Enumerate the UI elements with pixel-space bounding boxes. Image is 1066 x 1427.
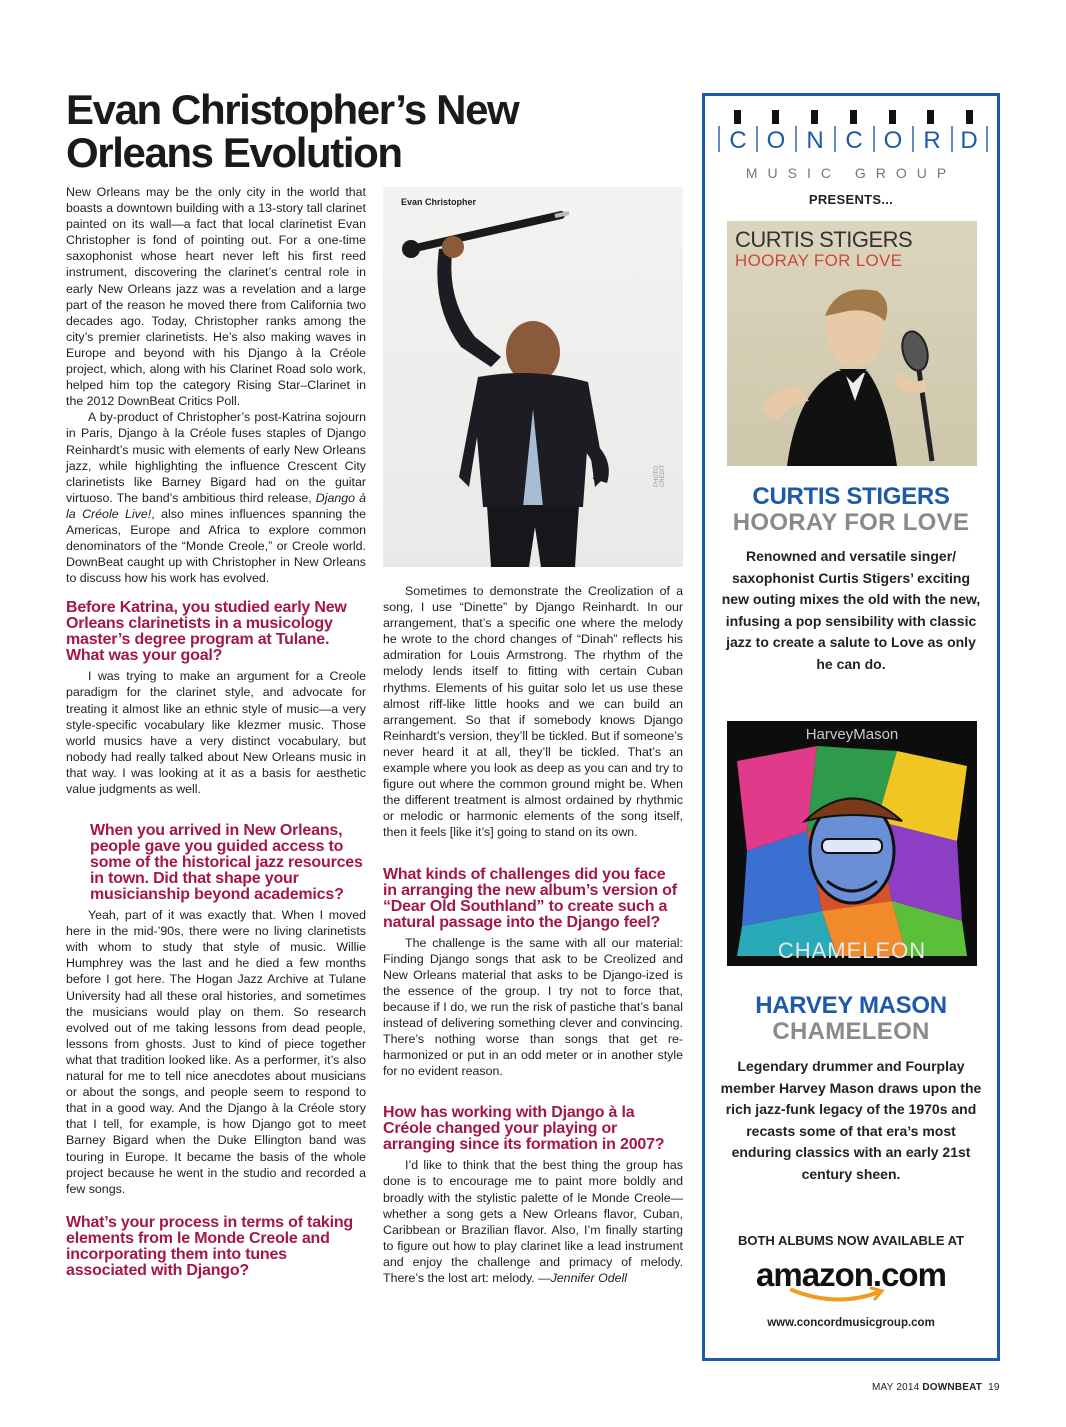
- album-title-italic: Django à la Créole Live!: [66, 490, 366, 521]
- logo-letter: R: [923, 127, 941, 154]
- logo-letter: O: [766, 127, 786, 154]
- answer-4: The challenge is the same with all our material: Finding Django songs that ask to be Creolized and New Orleans material that asks to be Django-ized is the essence of the group. I try not to force that, because if I do, we run the risk of pastiche that’s banal instead of delivering something clever and convincing. There’s nothing worse than songs that get re-harmonized or put in an odd meter or in another style for no evident reason.: [383, 935, 683, 1079]
- concord-url-link[interactable]: www.concordmusicgroup.com: [767, 1317, 935, 1329]
- question-3: What’s your process in terms of taking elements from le Monde Creole and incorporating them into tunes associated with Django?: [66, 1213, 353, 1279]
- singer-illustration: [727, 221, 977, 466]
- question-2: When you arrived in New Orleans, people gave you guided access to some of the historical jazz resources in town. Did that shape your musicianship beyond academics?: [90, 822, 363, 904]
- album-cover-harvey-mason: [727, 721, 977, 966]
- logo-letter: O: [883, 127, 903, 154]
- album1-description: Renowned and versatile singer/ saxophonist Curtis Stigers’ exciting new outing mixes the old with the new, infusing a pop sensibility with classic jazz to create a salute to Love as only he can do.: [721, 548, 981, 672]
- concord-advertisement: [702, 93, 1000, 1361]
- album2-description: Legendary drummer and Fourplay member Harvey Mason draws upon the rich jazz-funk legacy of the 1970s and recasts some of that era’s most enduring classics with an early 21st century sheen.: [720, 1058, 982, 1182]
- title-line-2: Orleans Evolution: [66, 129, 402, 176]
- cover-artist: CURTIS STIGERS: [735, 227, 913, 252]
- question-1: Before Katrina, you studied early New Orleans clarinetists in a musicology master’s degree program at Tulane. What was your goal?: [66, 599, 347, 665]
- logo-letter: C: [845, 127, 863, 154]
- logo-subtitle: MUSIC GROUP: [745, 165, 957, 181]
- question-4: What kinds of challenges did you face in arranging the new album’s version of “Dear Old Southland” to create such a natural passage into the Django feel?: [383, 865, 677, 931]
- page-footer: [872, 1382, 1000, 1393]
- album-cover-curtis-stigers: [727, 221, 977, 466]
- album1-artist: CURTIS STIGERS: [752, 483, 950, 510]
- answer-1: I was trying to make an argument for a Creole paradigm for the clarinet style, and advocate for treating it almost like an ethnic style of music—a very style-specific vocabulary like klezmer music. Those world musics have a very distinct vocabulary, but nobody had really talked about New Orleans music in that way. I was looking at it as a basis for aesthetic value judgments as well.: [66, 669, 366, 796]
- article-column-1: [66, 184, 366, 1283]
- intro-paragraph-2: A by-product of Christopher’s post-Katrina sojourn in Paris, Django à la Créole fuses staples of Django Reinhardt’s music with elements of early New Orleans jazz, while highlighting the influence Crescent City clarinetists like Barney Bigard had on the guitar virtuoso. The band’s ambitious third release, Django à la Créole Live!, also mines influences spanning the Americas, Europe and Africa to explore common denominators of the “Monde Creole,” or Creole world. DownBeat caught up with Christopher in New Orleans to discuss how his work has evolved.: [66, 410, 366, 586]
- logo-letter: C: [729, 127, 747, 154]
- photo-caption: Evan Christopher: [401, 197, 477, 207]
- album1-title: HOORAY FOR LOVE: [732, 509, 970, 536]
- title-line-1: Evan Christopher’s New: [66, 86, 519, 133]
- clarinetist-illustration: [383, 187, 683, 567]
- cover-title: HOORAY FOR LOVE: [735, 251, 903, 270]
- album2-title: CHAMELEON: [772, 1018, 930, 1045]
- footer-date: MAY 2014: [872, 1382, 920, 1393]
- amazon-logo[interactable]: amazon.com: [756, 1256, 946, 1293]
- cover-title: CHAMELEON: [777, 938, 927, 963]
- presents-label: PRESENTS...: [808, 192, 894, 207]
- cover-artist: HarveyMason: [805, 726, 899, 743]
- intro-paragraph-1: New Orleans may be the only city in the world that boasts a downtown building with a 13-story tall clarinet painted on its wall—a fact that local clarinetist Evan Christopher is fond of pointing out. For a one-time saxophonist whose heart never left his first reed instrument, discovering the clarinet’s central role in early New Orleans jazz was a revelation and a large part of the reason he moved there from California two decades ago. Today, Christopher ranks among the city’s premier clarinetists. He’s also making waves in Europe and beyond with his Django à la Créole project, which, along with his Clarinet Road solo work, helped him top the category Rising Star–Clarinet in the 2012 DownBeat Critics Poll.: [66, 185, 366, 409]
- photo-credit: PHOTO CREDIT: [654, 464, 666, 487]
- concord-logo: [705, 106, 997, 196]
- question-5: How has working with Django à la Créole changed your playing or arranging since its formation in 2007?: [383, 1104, 665, 1154]
- answer-5: I’d like to think that the best thing the group has done is to encourage me to paint more boldly and broadly with the stylistic palette of le Monde Creole—whether a song gets a New Orleans flavor, Cuban, Caribbean or Brazilian flavor. Also, I’m finally starting to figure out how to play clarinet like a lead instrument and enjoy the challenge and primacy of melody. There’s the lost art: melody. —Jennifer Odell: [383, 1158, 683, 1285]
- article-title: [66, 88, 666, 174]
- byline: —Jennifer Odell: [538, 1271, 628, 1285]
- chameleon-art: [727, 721, 977, 966]
- page-number: 19: [988, 1382, 1000, 1393]
- article-photo: [383, 187, 683, 567]
- album2-artist: HARVEY MASON: [755, 992, 947, 1019]
- footer-magazine: DOWNBEAT: [922, 1382, 983, 1393]
- article-column-2: [383, 583, 683, 1286]
- logo-letter: D: [960, 127, 978, 154]
- answer-3: Sometimes to demonstrate the Creolization of a song, I use “Dinette” by Django Reinhardt. In our arrangement, that’s a specific one where the melody he wrote to the chord changes of “Dinah” reflects his admiration for Louis Armstrong. The rhythm of the melody lends itself to fitting with certain Cuban rhythms. Elements of his guitar solo let us use these almost riff-like little hooks and we can build an arrangement. So that if somebody knows Django Reinhardt’s version, they’ll be tickled. But if someone’s never heard it at all, they’ll be tickled. That’s an example where you look as deep as you can and try to figure out where the common ground might be. When the different treatment is almost ordained by rhythmic or melodic or harmonic elements of the song itself, then it feels [like it’s] going to stand on its own.: [383, 584, 683, 840]
- answer-2: Yeah, part of it was exactly that. When I moved here in the mid-’90s, there were no living clarinetists with whom to study that style of music. Willie Humphrey was the last and he died a few months before I got here. The Hogan Jazz Archive at Tulane University had all these oral histories, and sometimes the musicians would play on them. So research evolved out of me taking lessons from dead people, lessons from ghosts. Just to kind of piece together what that tradition looked like. As a performer, it’s also natural for me to tell nice anecdotes about musicians or about the songs, and people seem to respond to that in a good way. And the Django à la Créole story that I tell, for example, is how Django got to meet Barney Bigard when the Duke Ellington band was touring in Europe. It became the basis of the whole project because he went in the studio and recorded a few songs.: [66, 908, 366, 1196]
- logo-letter: N: [806, 127, 824, 154]
- amazon-smile-icon: [787, 1286, 887, 1306]
- availability-text: BOTH ALBUMS NOW AVAILABLE AT: [737, 1233, 965, 1248]
